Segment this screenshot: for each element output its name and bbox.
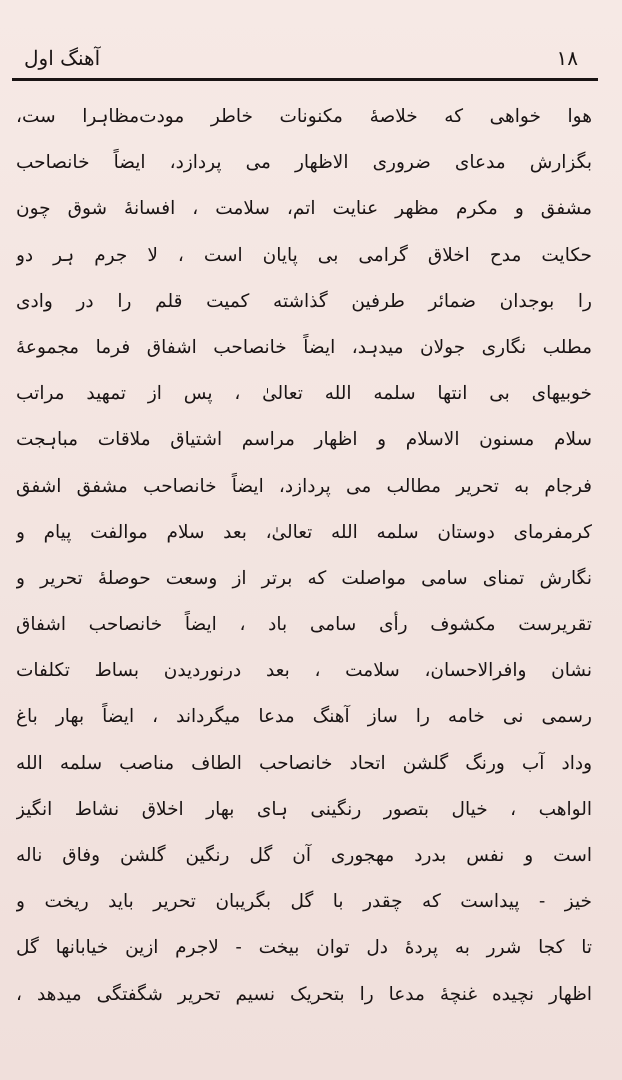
page-number: ۱۸	[556, 46, 578, 70]
text-line: وداد آب ورنگ گلشن اتحاد خانصاحب الطاف مناصب سلمه الله	[16, 752, 592, 774]
text-line: نگارش تمنای سامی مواصلت که برتر از وسعت حوصلهٔ تحریر و	[16, 567, 592, 589]
text-line: نشان وافرالاحسان، سلامت ، بعد درنوردیدن بساط تکلفات	[16, 660, 592, 682]
text-line: خیز - پیداست که چقدر با گل بگریبان تحریر باید ریخت و	[16, 891, 592, 913]
text-line: خوبیهای بی انتها سلمه الله تعالیٰ ، پس از تمهید مراتب	[16, 383, 592, 405]
chapter-title: آهنگ اول	[24, 46, 101, 70]
header-rule	[12, 78, 598, 81]
text-line: حکایت مدح اخلاق گرامی بی پایان است ، لا جرم ہر دو	[16, 244, 592, 266]
text-line: رسمی نی خامه را ساز آهنگ مدعا میگرداند ، ایضاً بهار باغ	[16, 706, 592, 728]
text-line: تقریرست مکشوف رأی سامی باد ، ایضاً خانصاحب اشفاق	[16, 614, 592, 636]
text-line: فرجام به تحریر مطالب می پردازد، ایضاً خانصاحب مشفق اشفق	[16, 475, 592, 497]
page-header	[8, 44, 606, 78]
body-text	[16, 94, 592, 1018]
text-line: کرمفرمای دوستان سلمه الله تعالیٰ، بعد سلام موالفت پیام و	[16, 521, 592, 543]
text-line: است و نفس بدرد مهجوری آن گل رنگین گلشن وفاق ناله	[16, 845, 592, 866]
text-line: مطلب نگاری جولان میدہد، ایضاً خانصاحب اشفاق فرما مجموعهٔ	[16, 336, 592, 358]
text-line: مشفق و مکرم مظهر عنایت اتم، سلامت ، افسانهٔ شوق چون	[16, 198, 592, 220]
text-line: بگزارش مدعای ضروری الاظهار می پردازد، ایضاً خانصاحب	[16, 152, 592, 174]
text-line: اظهار نچیده غنچهٔ مدعا را بتحریک نسیم تحریر شگفتگی میدهد ،	[16, 983, 592, 1005]
text-line: تا کجا شرر به پردهٔ دل توان بیخت - لاجرم ازین خیابانها گل	[16, 937, 592, 959]
text-line: هوا خواهی که خلاصهٔ مکنونات خاطر مودت‌مظاہرا ست،	[16, 106, 592, 127]
text-line: سلام مسنون الاسلام و اظهار مراسم اشتیاق ملاقات مباہجت	[16, 429, 592, 451]
text-line: را بوجدان ضمائر طرفین گذاشته کمیت قلم را در وادی	[16, 290, 592, 312]
text-line: الواهب ، خیال بتصور رنگینی ہای بهار اخلاق نشاط انگیز	[16, 798, 592, 820]
